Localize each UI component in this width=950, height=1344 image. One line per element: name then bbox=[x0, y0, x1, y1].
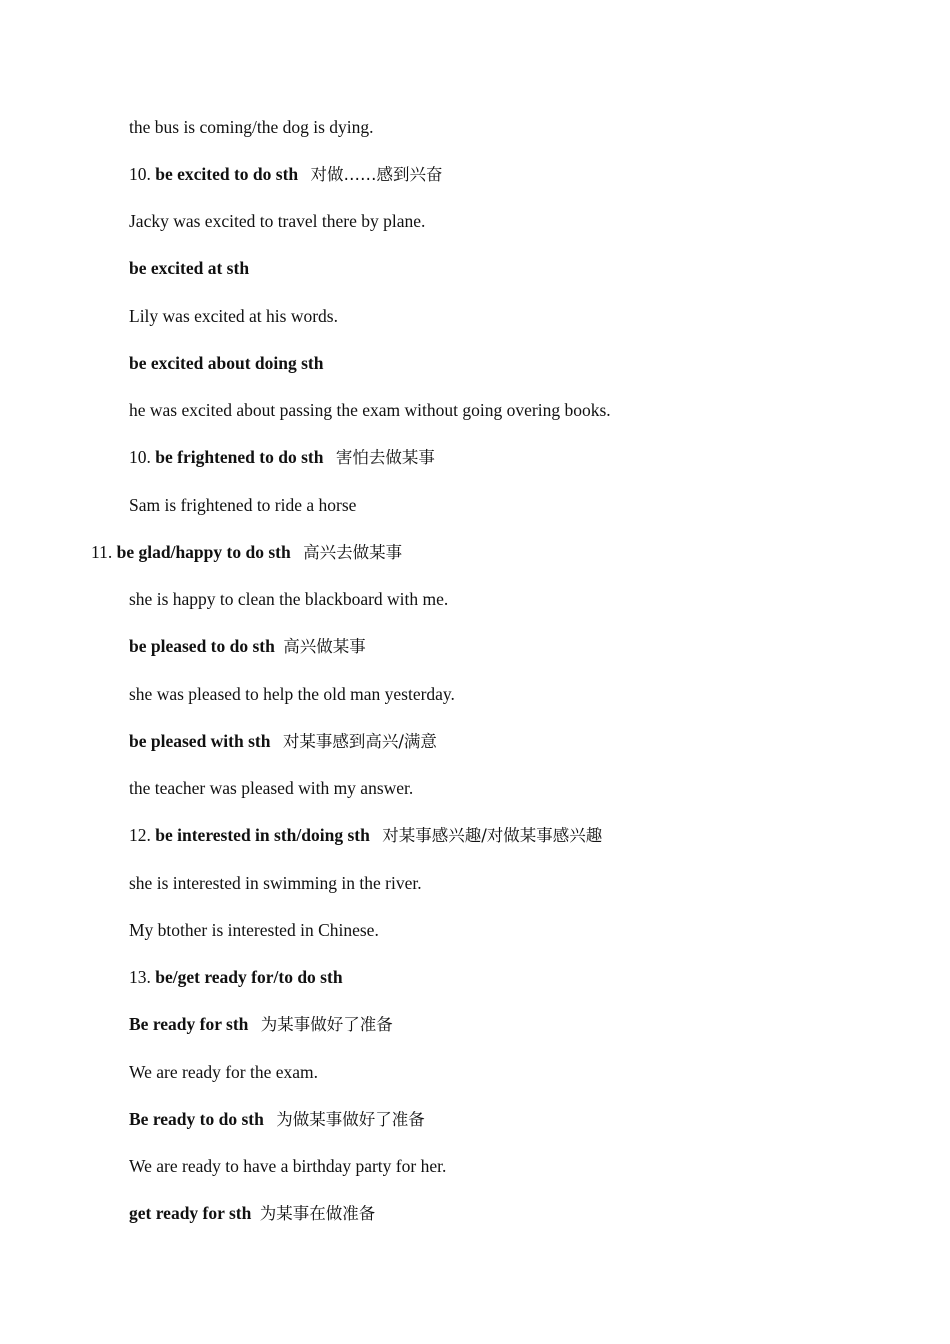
sentence-text: he was excited about passing the exam without going overing books. bbox=[129, 400, 611, 420]
sentence-text: My btother is interested in Chinese. bbox=[129, 920, 379, 940]
phrase-term: be frightened to do sth bbox=[155, 447, 324, 467]
phrase-entry bbox=[129, 352, 323, 374]
sentence-text: Lily was excited at his words. bbox=[129, 306, 338, 326]
phrase-entry bbox=[129, 824, 602, 847]
sentence-text: she was pleased to help the old man yesterday. bbox=[129, 684, 455, 704]
phrase-term: be glad/happy to do sth bbox=[116, 542, 291, 562]
phrase-term: be pleased with sth bbox=[129, 731, 271, 751]
sentence-text: she is interested in swimming in the river. bbox=[129, 873, 422, 893]
example-sentence bbox=[129, 872, 422, 894]
example-sentence bbox=[129, 919, 379, 941]
chinese-gloss: 对某事感到高兴/满意 bbox=[282, 732, 437, 751]
example-sentence bbox=[129, 777, 413, 799]
chinese-gloss: 为某事在做准备 bbox=[259, 1204, 376, 1223]
example-sentence bbox=[129, 116, 374, 138]
example-sentence bbox=[129, 210, 425, 232]
chinese-gloss: 高兴做某事 bbox=[283, 637, 366, 656]
entry-number: 11. bbox=[91, 542, 113, 562]
phrase-entry bbox=[129, 257, 249, 279]
example-sentence bbox=[129, 494, 356, 516]
chinese-gloss: 害怕去做某事 bbox=[335, 448, 435, 467]
entry-number: 10. bbox=[129, 164, 151, 184]
sentence-text: We are ready for the exam. bbox=[129, 1062, 319, 1082]
example-sentence bbox=[129, 1155, 446, 1177]
phrase-term: be excited about doing sth bbox=[129, 353, 324, 373]
example-sentence bbox=[129, 683, 455, 705]
phrase-entry bbox=[129, 1202, 375, 1225]
phrase-term: be excited to do sth bbox=[155, 164, 299, 184]
phrase-entry bbox=[129, 163, 443, 186]
phrase-entry bbox=[129, 730, 437, 753]
sentence-text: We are ready to have a birthday party for her. bbox=[129, 1156, 447, 1176]
phrase-entry bbox=[129, 635, 366, 658]
entry-number: 10. bbox=[129, 447, 151, 467]
entry-number: 13. bbox=[129, 967, 151, 987]
phrase-term: be excited at sth bbox=[129, 258, 250, 278]
sentence-text: Sam is frightened to ride a horse bbox=[129, 495, 357, 515]
phrase-term: be pleased to do sth bbox=[129, 636, 275, 656]
phrase-term: get ready for sth bbox=[129, 1203, 252, 1223]
phrase-term: Be ready for sth bbox=[129, 1014, 249, 1034]
sentence-text: the bus is coming/the dog is dying. bbox=[129, 117, 374, 137]
phrase-term: be interested in sth/doing sth bbox=[155, 825, 370, 845]
chinese-gloss: 高兴去做某事 bbox=[303, 543, 403, 562]
example-sentence bbox=[129, 305, 338, 327]
entry-number: 12. bbox=[129, 825, 151, 845]
sentence-text: she is happy to clean the blackboard with me. bbox=[129, 589, 449, 609]
example-sentence bbox=[129, 399, 611, 421]
chinese-gloss: 为做某事做好了准备 bbox=[276, 1110, 425, 1129]
example-sentence bbox=[129, 588, 448, 610]
phrase-entry bbox=[129, 1108, 425, 1131]
example-sentence bbox=[129, 1061, 318, 1083]
chinese-gloss: 对某事感兴趣/对做某事感兴趣 bbox=[382, 826, 603, 845]
sentence-text: the teacher was pleased with my answer. bbox=[129, 778, 414, 798]
phrase-entry bbox=[91, 541, 402, 564]
phrase-term: Be ready to do sth bbox=[129, 1109, 264, 1129]
phrase-entry bbox=[129, 1013, 393, 1036]
chinese-gloss: 为某事做好了准备 bbox=[260, 1015, 393, 1034]
phrase-entry bbox=[129, 446, 435, 469]
phrase-term: be/get ready for/to do sth bbox=[155, 967, 343, 987]
phrase-entry bbox=[129, 966, 343, 988]
chinese-gloss: 对做……感到兴奋 bbox=[310, 165, 443, 184]
sentence-text: Jacky was excited to travel there by plane. bbox=[129, 211, 426, 231]
